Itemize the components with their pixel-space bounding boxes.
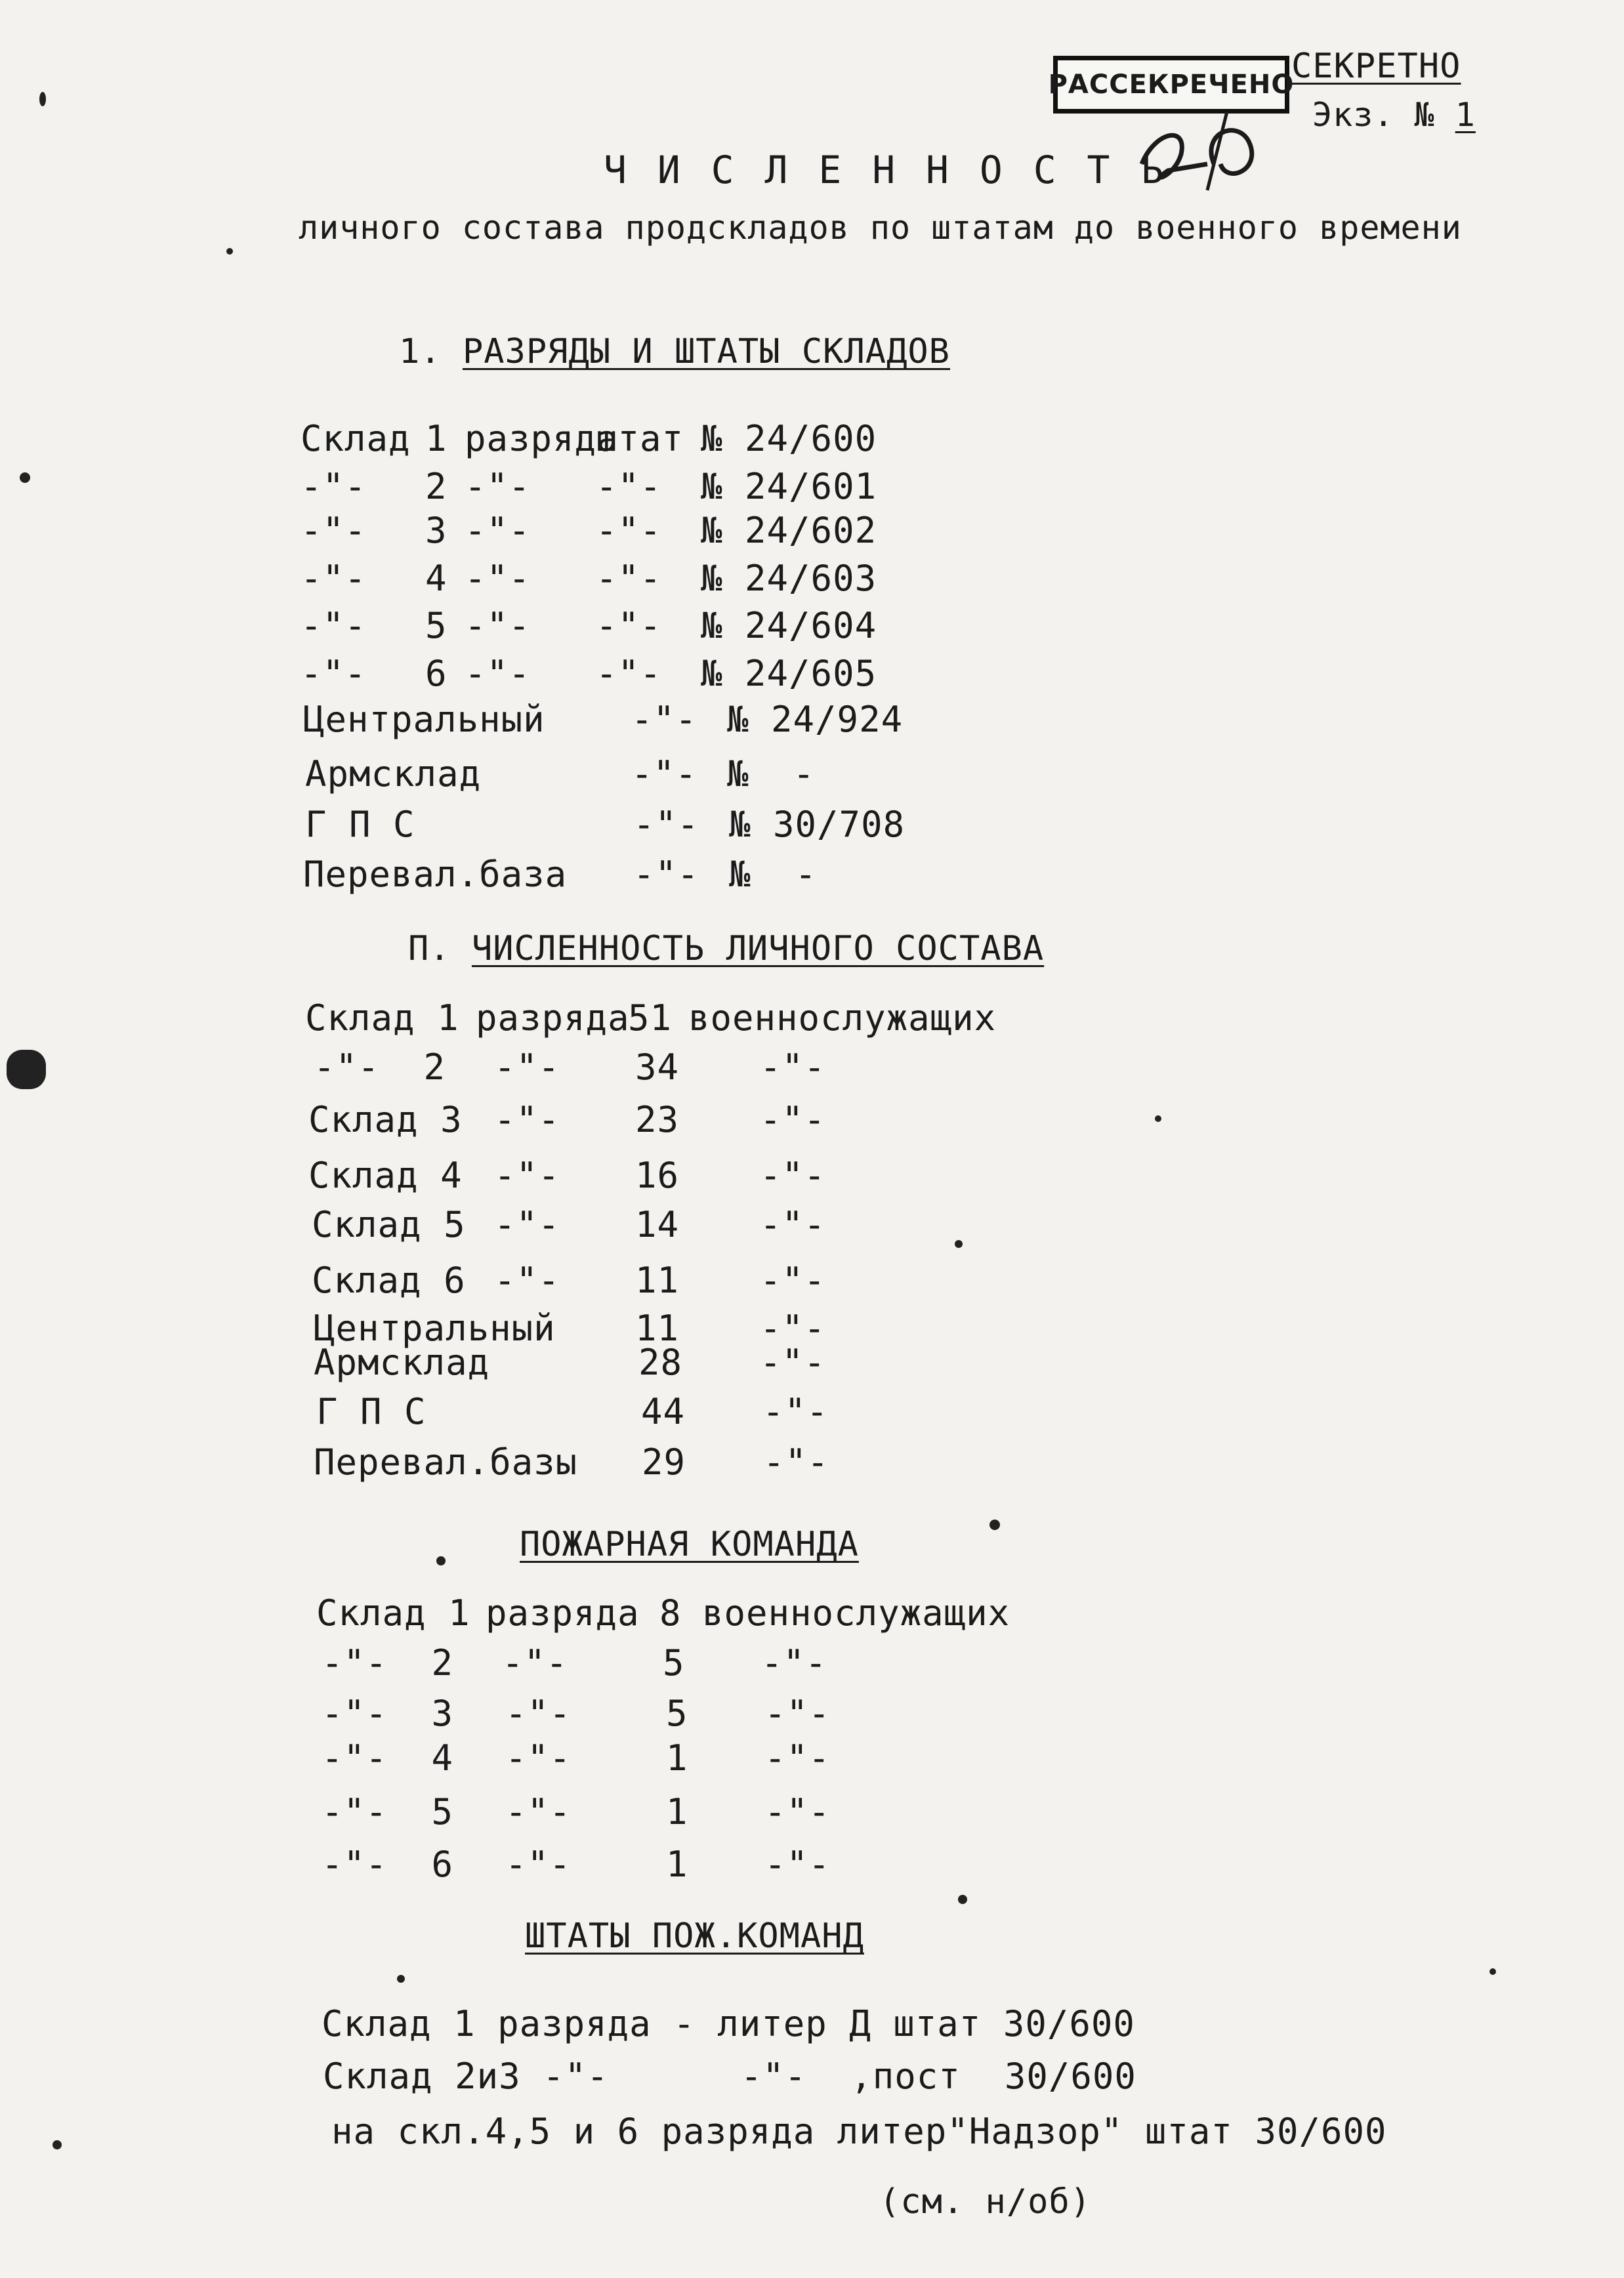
table-row: -"- 2 -"- -"- № 24/601 <box>301 466 877 507</box>
scan-speck <box>1155 1115 1161 1122</box>
table-row: Склад 1 разрядаштат № 24/600 <box>301 418 877 459</box>
section1-title: РАЗРЯДЫ И ШТАТЫ СКЛАДОВ <box>462 332 950 371</box>
table-row: Склад 4 -"- 16 -"- <box>308 1155 826 1196</box>
section2-number: П. <box>408 929 451 968</box>
fire-staff-line: на скл.4,5 и 6 разряда литер"Надзор" штат 30/600 <box>331 2111 1387 2152</box>
table-row: Армсклад -"- № - <box>305 753 816 795</box>
scan-speck <box>7 1050 46 1089</box>
fire-staff-line: Склад 1 разряда - литер Д штат 30/600 <box>322 2003 1135 2044</box>
fire-staff-heading: ШТАТЫ ПОЖ.КОМАНД <box>525 1916 864 1956</box>
table-row: Склад 6 -"- 11 -"- <box>312 1260 826 1301</box>
document-title: Ч И С Л Е Н Н О С Т Ь <box>604 148 1168 192</box>
scan-speck <box>39 92 46 106</box>
scan-speck <box>52 2140 62 2149</box>
document-subtitle: личного состава продскладов по штатам до военного времени <box>299 209 1462 247</box>
scan-speck <box>955 1240 963 1248</box>
table-row: -"- 2 -"- 34 -"- <box>314 1046 826 1088</box>
table-row: Г П С -"- № 30/708 <box>305 804 906 845</box>
copy-number: 1 <box>1455 96 1476 134</box>
table-row: Г П С 44 -"- <box>316 1391 829 1432</box>
scan-speck <box>20 472 30 483</box>
table-row: -"- 5 -"- -"- № 24/604 <box>301 605 877 646</box>
section1-number: 1. <box>399 332 442 371</box>
scan-speck <box>436 1556 446 1565</box>
scan-speck <box>958 1895 967 1904</box>
table-row: Центральный -"- № 24/924 <box>303 699 904 740</box>
scan-speck <box>397 1975 405 1983</box>
copy-text: Экз. № <box>1312 96 1435 134</box>
classification-label: СЕКРЕТНО <box>1291 47 1461 86</box>
table-row: Склад 3 -"- 23 -"- <box>308 1099 826 1140</box>
table-row: Склад 1 разряда51 военнослужащих <box>305 997 997 1039</box>
fire-team-heading: ПОЖАРНАЯ КОМАНДА <box>520 1525 859 1564</box>
scan-speck <box>989 1520 1000 1530</box>
section2-title: ЧИСЛЕННОСТЬ ЛИЧНОГО СОСТАВА <box>471 929 1045 968</box>
table-row: -"- 4 -"- 1 -"- <box>322 1737 831 1779</box>
table-row: -"- 3 -"- -"- № 24/602 <box>301 510 877 551</box>
table-row: Перевал.базы 29 -"- <box>314 1441 829 1483</box>
table-row: -"- 5 -"- 1 -"- <box>322 1791 831 1833</box>
table-row: Склад 5 -"- 14 -"- <box>312 1204 826 1245</box>
table-row: -"- 6 -"- 1 -"- <box>322 1844 831 1885</box>
table-row: Перевал.база -"- № - <box>303 854 818 895</box>
scan-speck <box>226 248 233 255</box>
fire-staff-line: Склад 2иЗ -"- -"- ,пост 30/600 <box>323 2056 1136 2097</box>
table-row: -"- 3 -"- 5 -"- <box>322 1693 831 1734</box>
table-row: Склад 1 разряда 8 военнослужащих <box>316 1592 1010 1634</box>
scan-speck <box>1489 1968 1496 1975</box>
section1-heading <box>399 332 950 371</box>
table-row: -"- 2 -"- 5 -"- <box>322 1642 827 1684</box>
table-row: -"- 4 -"- -"- № 24/603 <box>301 558 877 599</box>
table-row: -"- 6 -"- -"- № 24/605 <box>301 653 877 694</box>
table-row: Центральный 11 -"- <box>314 1308 826 1349</box>
table-row: Армсклад 28 -"- <box>314 1342 826 1383</box>
footnote: (см. н/об) <box>879 2182 1092 2222</box>
section2-heading <box>408 929 1045 968</box>
declassified-stamp: РАССЕКРЕЧЕНО <box>1053 56 1289 114</box>
copy-label <box>1312 96 1476 134</box>
